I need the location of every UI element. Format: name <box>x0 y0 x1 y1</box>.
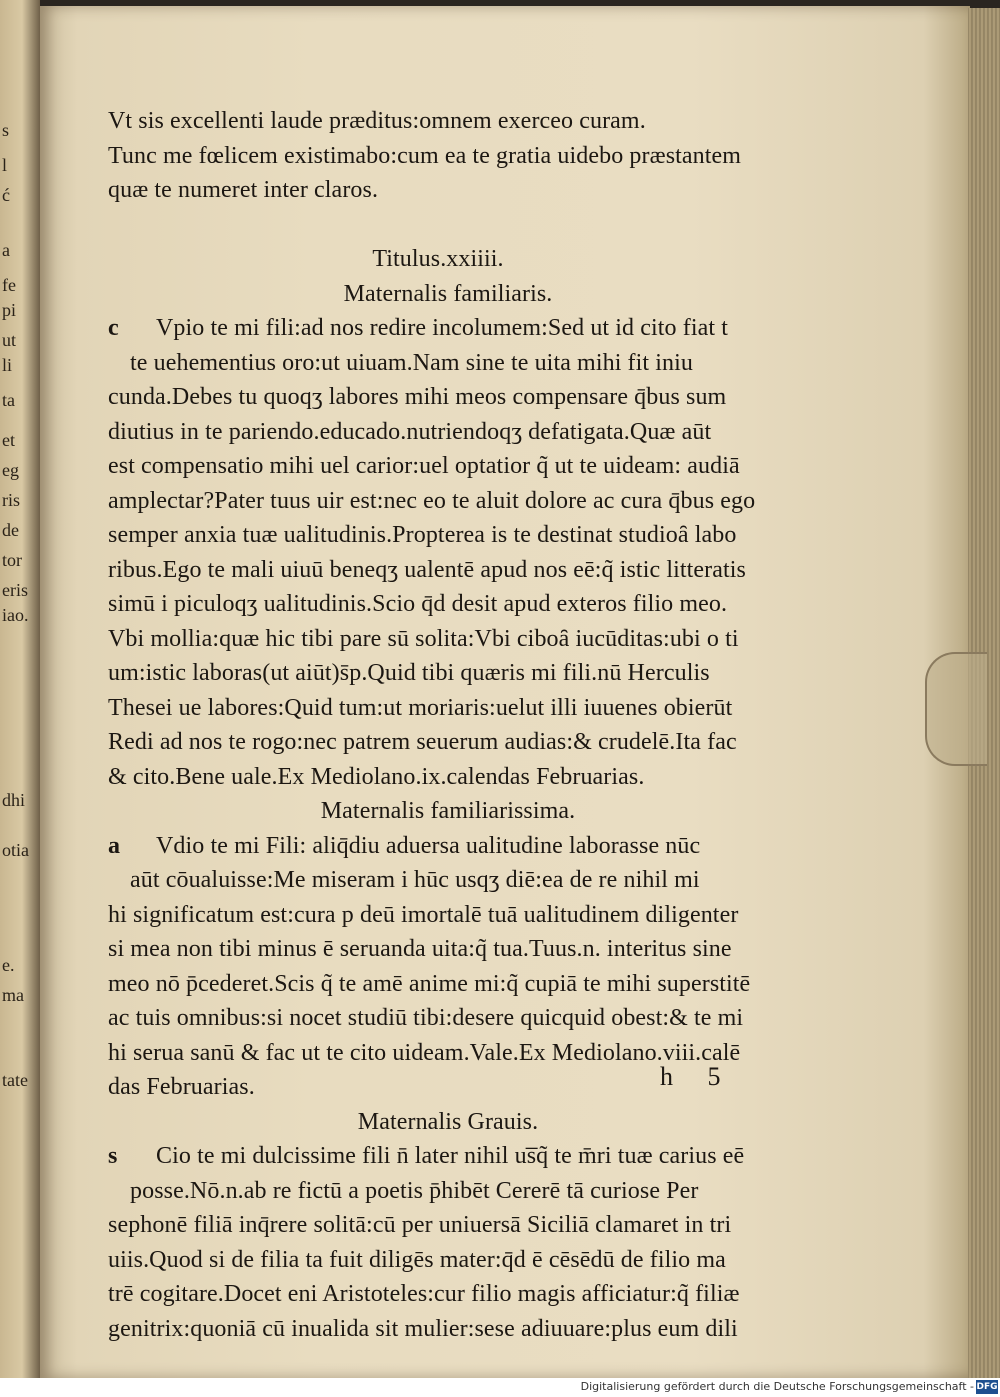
margin-fragment: ć <box>2 185 10 205</box>
text-line: Vt sis excellenti laude præditus:omnem exerceo curam. <box>108 108 646 134</box>
text-line-with-initial <box>108 829 748 864</box>
margin-fragment: iao. <box>2 605 29 625</box>
footer-bar <box>0 1378 1000 1397</box>
dfg-logo: DFG <box>976 1382 998 1392</box>
text-line: ribus.Ego te mali uiuū beneqʒ ualentē apud nos eē:q̃ istic litteratis <box>108 556 746 583</box>
line-text: Vdio te mi Fili: aliq̄diu aduersa ualitudine laborasse nūc <box>156 832 701 859</box>
text-line: & cito.Bene uale.Ex Mediolano.ix.calendas Februarias. <box>108 763 645 790</box>
margin-fragment: ris <box>2 490 20 510</box>
margin-fragment: pi <box>2 300 17 320</box>
footer-credit-text: Digitalisierung gefördert durch die Deutsche Forschungsgemeinschaft - <box>580 1380 974 1393</box>
text-line: Vbi mollia:quæ hic tibi pare sū solita:Vbi ciboȃ iucūditas:ubi o ti <box>108 625 739 652</box>
text-line: aūt cōualuisse:Me miseram i hūc usqʒ diē:ea de re nihil mi <box>130 867 700 893</box>
text-line: est compensatio mihi uel carior:uel optatior q̃ ut te uideam: audiā <box>108 453 740 479</box>
text-line: das Februarias. <box>108 1074 255 1100</box>
text-line: hi significatum est:cura p deū imortalē tuā ualitudinem diligenter <box>108 901 739 928</box>
margin-fragment: dhi <box>2 790 26 810</box>
margin-fragment: eg <box>2 460 19 480</box>
text-line: genitrix:quoniā cū inualida sit mulier:sese adiuuare:plus eum dili <box>108 1315 738 1342</box>
text-line: um:istic laboras(ut aiūt)s̄p.Quid tibi quæris mi fili.nū Herculis <box>108 660 710 686</box>
page-text-block <box>108 104 756 1346</box>
letter-heading: Maternalis Grauis. <box>357 1108 539 1135</box>
margin-fragment: li <box>2 355 13 375</box>
text-line: diutius in te pariendo.educado.nutriendoqʒ defatigata.Quæ aūt <box>108 418 712 445</box>
line-text: Cio te mi dulcissime fili n̄ later nihil us̅q̃ te m̄ri tuæ carius eē <box>156 1143 745 1169</box>
letter-heading: Maternalis familiarissima. <box>320 798 576 824</box>
text-line: Tunc me fœlicem existimabo:cum ea te gratia uidebo præstantem <box>108 142 742 169</box>
text-line-with-initial <box>108 1139 748 1174</box>
guide-letter: a <box>108 832 121 859</box>
text-line: uiis.Quod si de filia ta fuit diligēs mater:q̄d ē cēsēdū de filio ma <box>108 1246 726 1273</box>
text-line: simū i piculoqʒ ualitudinis.Scio q̄d desit apud exteros filio meo. <box>108 591 728 617</box>
margin-fragment: l <box>2 155 8 175</box>
signature-mark: h 5 <box>660 1062 735 1091</box>
margin-fragment: otia <box>2 840 29 860</box>
margin-fragment: de <box>2 520 19 540</box>
text-line: cunda.Debes tu quoqʒ labores mihi meos compensare q̄bus sum <box>108 384 727 410</box>
margin-fragment: tate <box>2 1070 28 1090</box>
margin-fragment: ma <box>2 985 24 1005</box>
blank-line <box>108 208 748 243</box>
margin-fragment: eris <box>2 580 28 600</box>
text-line: hi serua sanū & fac ut te cito uideam.Vale.Ex Mediolano.viii.calē <box>108 1039 741 1066</box>
text-line: semper anxia tuæ ualitudinis.Propterea is te destinat studioȃ labo <box>108 522 737 548</box>
text-line-with-initial <box>108 311 748 346</box>
text-line: si mea non tibi minus ē seruanda uita:q̃ tua.Tuus.n. interitus sine <box>108 936 732 962</box>
margin-fragment: s <box>2 120 10 140</box>
text-line: meo nō p̄cederet.Scis q̃ te amē anime mi:q̃ cupiā te mihi superstitē <box>108 970 751 997</box>
line-text: Vpio te mi fili:ad nos redire incolumem:Sed ut id cito fiat t <box>156 315 728 341</box>
text-line: quæ te numeret inter claros. <box>108 177 379 203</box>
margin-fragment: a <box>2 240 10 260</box>
guide-letter: s <box>108 1143 118 1169</box>
margin-fragment: tor <box>2 550 22 570</box>
section-title: Titulus.xxiiii. <box>372 246 504 272</box>
text-line: Thesei ue labores:Quid tum:ut moriaris:uelut illi iuuenes obierūt <box>108 694 733 721</box>
text-line: Redi ad nos te rogo:nec patrem seuerum audias:& crudelē.Ita fac <box>108 729 737 755</box>
left-page-margin-fragments <box>0 0 38 1378</box>
text-line: posse.Nō.n.ab re fictū a poetis p̄hibēt Cererē tā curiose Per <box>130 1177 699 1204</box>
text-line: te uehementius oro:ut uiuam.Nam sine te uita mihi fit iniu <box>130 349 694 376</box>
margin-fragment: ta <box>2 390 15 410</box>
margin-fragment: e. <box>2 955 15 975</box>
text-line: trē cogitare.Docet eni Aristoteles:cur filio magis afficiatur:q̃ filiæ <box>108 1281 740 1307</box>
text-line: amplectar?Pater tuus uir est:nec eo te aluit dolore ac cura q̄bus ego <box>108 487 756 514</box>
margin-fragment: et <box>2 430 15 450</box>
margin-fragment: fe <box>2 275 16 295</box>
text-line: sephonē filiā inq̄rere solitā:cū per uniuersā Siciliā clamaret in tri <box>108 1212 732 1238</box>
bookmark-clip <box>925 652 987 766</box>
letter-heading: Maternalis familiaris. <box>343 280 553 307</box>
guide-letter: c <box>108 315 119 341</box>
text-line: ac tuis omnibus:si nocet studiū tibi:desere quicquid obest:& te mi <box>108 1005 744 1031</box>
margin-fragment: ut <box>2 330 17 350</box>
